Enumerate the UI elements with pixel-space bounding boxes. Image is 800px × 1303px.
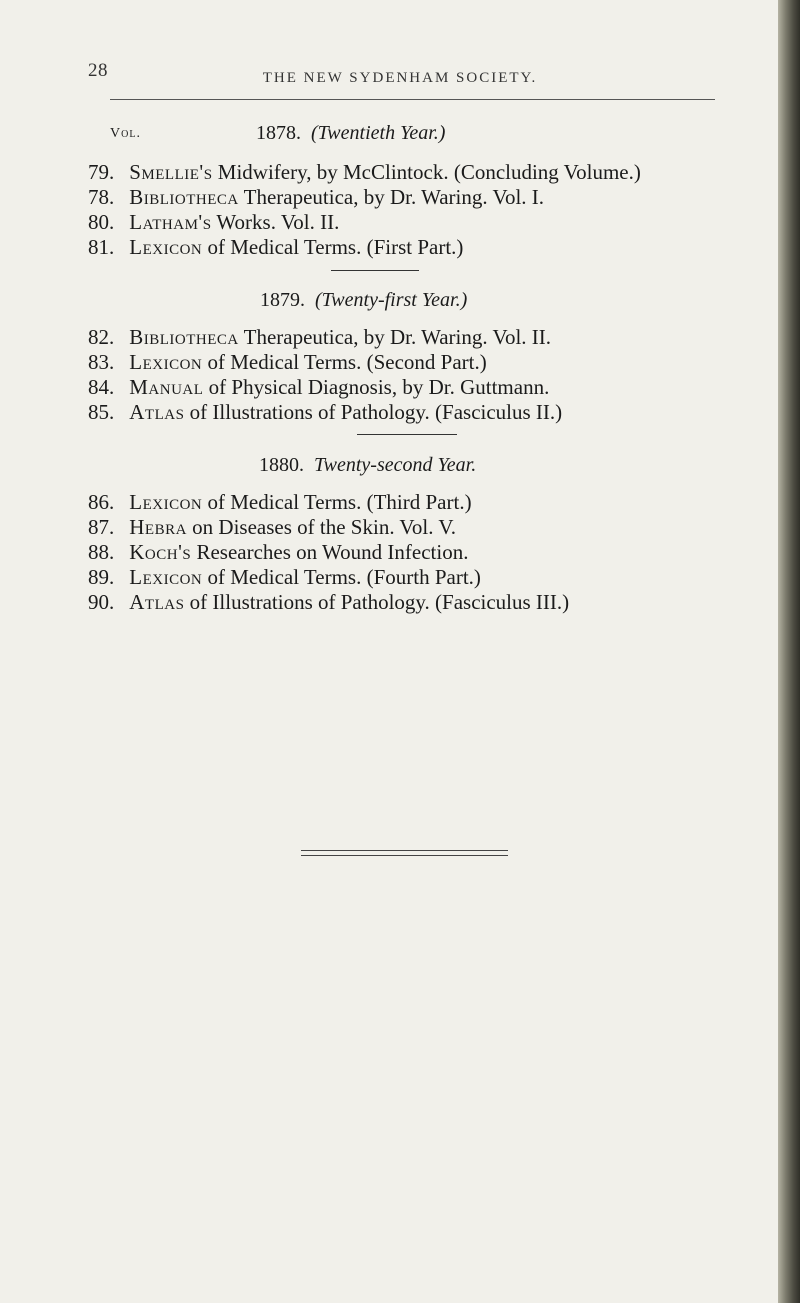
section-year-heading bbox=[259, 454, 476, 477]
page-edge-shadow bbox=[778, 0, 800, 1303]
entry-text: Therapeutica, by Dr. Waring. Vol. II. bbox=[243, 325, 552, 349]
entry-text: Midwifery, by McClintock. (Concluding Volume.) bbox=[217, 160, 641, 184]
list-item bbox=[88, 210, 339, 235]
entry-number: 85. bbox=[88, 400, 115, 424]
header-rule bbox=[110, 99, 715, 100]
year-label: (Twenty-first Year.) bbox=[315, 289, 468, 311]
entry-text: Therapeutica, by Dr. Waring. Vol. I. bbox=[243, 185, 545, 209]
entry-text: of Medical Terms. (First Part.) bbox=[207, 235, 464, 259]
list-item bbox=[88, 185, 544, 210]
list-item bbox=[88, 325, 551, 350]
entry-head: Lexicon bbox=[129, 490, 203, 514]
section-divider bbox=[357, 434, 457, 435]
entry-head: Lexicon bbox=[129, 350, 203, 374]
page-number: 28 bbox=[88, 60, 108, 81]
list-item bbox=[88, 565, 481, 590]
running-title: THE NEW SYDENHAM SOCIETY. bbox=[262, 70, 538, 86]
list-item bbox=[88, 540, 468, 565]
entry-text: of Medical Terms. (Second Part.) bbox=[207, 350, 487, 374]
list-item bbox=[88, 160, 641, 185]
year-number: 1878. bbox=[256, 122, 301, 144]
entry-number: 79. bbox=[88, 160, 115, 184]
entry-text: of Illustrations of Pathology. (Fasciculus II.) bbox=[189, 400, 563, 424]
section-divider bbox=[331, 270, 419, 271]
entry-number: 81. bbox=[88, 235, 115, 259]
entry-head: Bibliotheca bbox=[129, 325, 239, 349]
list-item bbox=[88, 400, 562, 425]
entry-text: of Medical Terms. (Third Part.) bbox=[207, 490, 472, 514]
entry-text: Works. Vol. II. bbox=[216, 210, 340, 234]
entry-text: of Medical Terms. (Fourth Part.) bbox=[207, 565, 481, 589]
entry-head: Latham's bbox=[129, 210, 212, 234]
entry-number: 83. bbox=[88, 350, 115, 374]
list-item bbox=[88, 490, 472, 515]
end-double-rule bbox=[301, 850, 508, 856]
year-label: Twenty-second Year. bbox=[314, 454, 477, 476]
entry-text: Researches on Wound Infection. bbox=[196, 540, 469, 564]
list-item bbox=[88, 590, 569, 615]
list-item bbox=[88, 375, 549, 400]
entry-head: Koch's bbox=[129, 540, 192, 564]
list-item bbox=[88, 515, 456, 540]
entry-head: Lexicon bbox=[129, 235, 203, 259]
entry-number: 78. bbox=[88, 185, 115, 209]
entry-head: Manual bbox=[129, 375, 204, 399]
section-year-heading bbox=[256, 122, 445, 145]
entry-number: 86. bbox=[88, 490, 115, 514]
entry-number: 80. bbox=[88, 210, 115, 234]
entry-number: 82. bbox=[88, 325, 115, 349]
entry-head: Hebra bbox=[129, 515, 187, 539]
section-year-heading bbox=[260, 289, 467, 312]
entry-number: 87. bbox=[88, 515, 115, 539]
entry-head: Smellie's bbox=[129, 160, 213, 184]
vol-label: Vol. bbox=[110, 126, 141, 141]
entry-head: Atlas bbox=[129, 590, 185, 614]
entry-text: of Physical Diagnosis, by Dr. Guttmann. bbox=[208, 375, 550, 399]
entry-text: of Illustrations of Pathology. (Fasciculus III.) bbox=[189, 590, 570, 614]
year-number: 1879. bbox=[260, 289, 305, 311]
entry-head: Atlas bbox=[129, 400, 185, 424]
entry-number: 84. bbox=[88, 375, 115, 399]
list-item bbox=[88, 350, 487, 375]
list-item bbox=[88, 235, 463, 260]
entry-head: Bibliotheca bbox=[129, 185, 239, 209]
entry-head: Lexicon bbox=[129, 565, 203, 589]
year-number: 1880. bbox=[259, 454, 304, 476]
entry-number: 90. bbox=[88, 590, 115, 614]
entry-number: 89. bbox=[88, 565, 115, 589]
year-label: (Twentieth Year.) bbox=[311, 122, 446, 144]
entry-number: 88. bbox=[88, 540, 115, 564]
entry-text: on Diseases of the Skin. Vol. V. bbox=[192, 515, 457, 539]
